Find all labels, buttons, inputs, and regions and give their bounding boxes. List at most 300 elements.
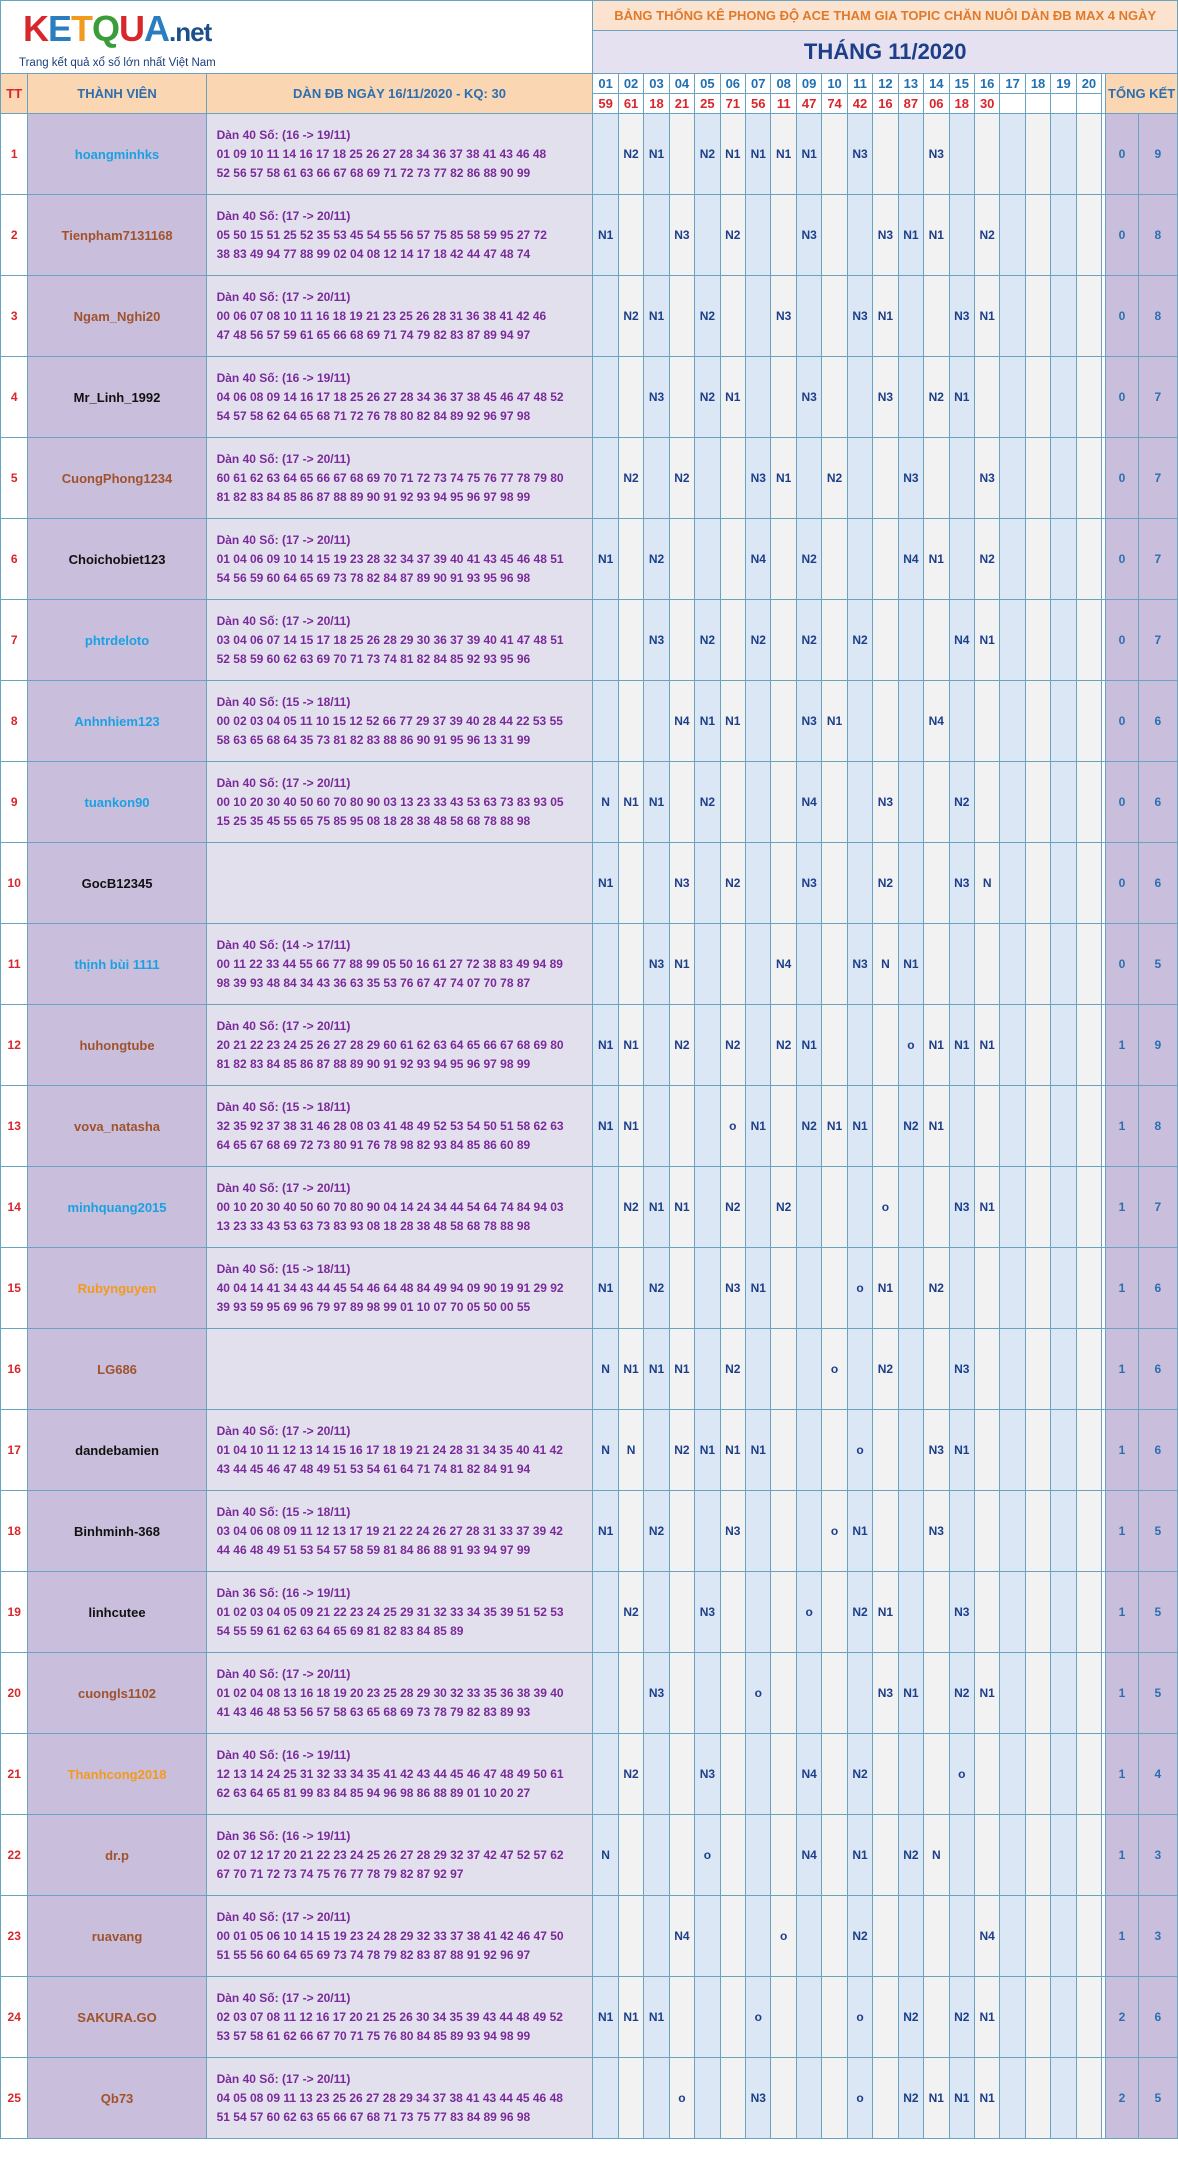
day-cell — [822, 1815, 847, 1896]
day-cell — [720, 1734, 745, 1815]
day-cell: N3 — [949, 276, 974, 357]
day-cell — [796, 276, 821, 357]
member-name[interactable]: dandebamien — [28, 1410, 206, 1491]
day-cell — [796, 1977, 821, 2058]
summary-total: 6 — [1138, 1410, 1177, 1491]
summary-hit: 1 — [1106, 1491, 1139, 1572]
member-name[interactable]: huhongtube — [28, 1005, 206, 1086]
dan-numbers — [206, 114, 593, 195]
day-result — [1000, 94, 1025, 114]
day-cell — [974, 1410, 999, 1491]
day-cell — [873, 2058, 898, 2139]
day-cell — [1051, 1653, 1076, 1734]
day-cell: N4 — [771, 924, 796, 1005]
day-header: 14 — [924, 74, 949, 94]
day-cell — [822, 276, 847, 357]
day-result: 18 — [949, 94, 974, 114]
day-cell: N2 — [974, 195, 999, 276]
member-name[interactable]: LG686 — [28, 1329, 206, 1410]
dan-line: 39 93 59 95 69 96 79 97 89 98 99 01 10 07 70 05 50 00 55 — [216, 1299, 531, 1314]
day-cell — [746, 276, 771, 357]
day-cell — [873, 1977, 898, 2058]
day-cell: N1 — [593, 1977, 618, 2058]
summary-hit: 1 — [1106, 1815, 1139, 1896]
day-cell — [1076, 276, 1101, 357]
day-cell — [822, 357, 847, 438]
day-header: 12 — [873, 74, 898, 94]
day-cell — [898, 681, 923, 762]
day-cell — [1025, 1977, 1050, 2058]
col-header-member: THÀNH VIÊN — [28, 74, 206, 114]
day-cell — [1076, 357, 1101, 438]
day-cell — [1076, 1329, 1101, 1410]
day-cell — [644, 843, 669, 924]
day-cell — [746, 1167, 771, 1248]
member-name[interactable]: cuongls1102 — [28, 1653, 206, 1734]
day-cell — [924, 600, 949, 681]
day-cell: N2 — [822, 438, 847, 519]
day-cell: N1 — [924, 519, 949, 600]
summary-total: 3 — [1138, 1896, 1177, 1977]
day-header: 20 — [1076, 74, 1101, 94]
dan-label: Dàn 40 Số: (17 -> 20/11) — [216, 775, 351, 790]
day-cell: o — [822, 1329, 847, 1410]
day-cell — [1000, 1896, 1025, 1977]
day-cell: N1 — [593, 195, 618, 276]
day-cell — [771, 2058, 796, 2139]
day-result: 21 — [669, 94, 694, 114]
member-name[interactable]: GocB12345 — [28, 843, 206, 924]
day-cell — [746, 1815, 771, 1896]
day-cell: N2 — [618, 276, 643, 357]
row-number: 11 — [1, 924, 28, 1005]
day-cell — [1000, 195, 1025, 276]
summary-total: 7 — [1138, 438, 1177, 519]
day-cell: N1 — [822, 681, 847, 762]
table-row — [1, 1734, 1178, 1815]
day-cell — [593, 438, 618, 519]
day-cell — [695, 1491, 720, 1572]
day-cell — [1025, 1653, 1050, 1734]
summary-hit: 0 — [1106, 519, 1139, 600]
day-cell: N2 — [720, 1005, 745, 1086]
dan-line: 00 11 22 33 44 55 66 77 88 99 05 50 16 61 27 72 38 83 49 94 89 — [216, 956, 563, 971]
day-cell — [771, 1977, 796, 2058]
member-name[interactable]: ruavang — [28, 1896, 206, 1977]
day-cell: N1 — [720, 1410, 745, 1491]
dan-line: 52 56 57 58 61 63 66 67 68 69 71 72 73 77 82 86 88 90 99 — [216, 165, 531, 180]
day-result: 42 — [847, 94, 872, 114]
summary-hit: 1 — [1106, 1653, 1139, 1734]
day-cell — [898, 1410, 923, 1491]
day-cell — [720, 762, 745, 843]
day-cell: N3 — [796, 357, 821, 438]
dan-line: 02 07 12 17 20 21 22 23 24 25 26 27 28 29 32 37 42 47 52 57 62 — [216, 1847, 564, 1862]
dan-numbers — [206, 1086, 593, 1167]
dan-label: Dàn 40 Số: (17 -> 20/11) — [216, 1909, 351, 1924]
day-cell — [822, 114, 847, 195]
day-cell: N3 — [720, 1491, 745, 1572]
day-cell — [618, 600, 643, 681]
member-name[interactable]: dr.p — [28, 1815, 206, 1896]
day-cell: N3 — [898, 438, 923, 519]
day-cell — [593, 924, 618, 1005]
day-cell — [593, 1167, 618, 1248]
day-cell — [746, 1572, 771, 1653]
dan-line: 43 44 45 46 47 48 49 51 53 54 61 64 71 74 81 82 84 91 94 — [216, 1461, 531, 1476]
dan-line: 01 04 06 09 10 14 15 19 23 28 32 34 37 39 40 41 43 45 46 48 51 — [216, 551, 564, 566]
day-cell — [949, 924, 974, 1005]
day-cell: N2 — [873, 843, 898, 924]
row-number: 23 — [1, 1896, 28, 1977]
member-name[interactable]: Ngam_Nghi20 — [28, 276, 206, 357]
table-row — [1, 1572, 1178, 1653]
day-header: 09 — [796, 74, 821, 94]
member-name[interactable]: minhquang2015 — [28, 1167, 206, 1248]
dan-line: 54 57 58 62 64 65 68 71 72 76 78 80 82 84 89 92 96 97 98 — [216, 408, 531, 423]
day-cell: N1 — [644, 1167, 669, 1248]
day-cell: N2 — [873, 1329, 898, 1410]
day-cell — [593, 114, 618, 195]
day-cell — [873, 681, 898, 762]
dan-line: 02 03 07 08 11 12 16 17 20 21 25 26 30 34 35 39 43 44 48 49 52 — [216, 2009, 563, 2024]
table-row — [1, 519, 1178, 600]
summary-total: 5 — [1138, 1572, 1177, 1653]
day-cell — [974, 114, 999, 195]
dan-label: Dàn 40 Số: (17 -> 20/11) — [216, 451, 351, 466]
day-cell: N3 — [949, 1572, 974, 1653]
day-cell: N3 — [746, 2058, 771, 2139]
day-cell — [1000, 1248, 1025, 1329]
dan-label: Dàn 40 Số: (17 -> 20/11) — [216, 1018, 351, 1033]
day-cell — [695, 2058, 720, 2139]
dan-label: Dàn 40 Số: (15 -> 18/11) — [216, 1099, 351, 1114]
day-cell: N2 — [796, 1086, 821, 1167]
summary-total: 6 — [1138, 762, 1177, 843]
day-cell: N1 — [644, 762, 669, 843]
row-number: 25 — [1, 2058, 28, 2139]
table-row — [1, 1005, 1178, 1086]
day-cell: N1 — [593, 843, 618, 924]
day-cell: N3 — [873, 1653, 898, 1734]
member-name[interactable]: Anhnhiem123 — [28, 681, 206, 762]
day-cell: N — [593, 1815, 618, 1896]
member-name[interactable]: hoangminhks — [28, 114, 206, 195]
day-cell — [898, 1167, 923, 1248]
day-cell: o — [822, 1491, 847, 1572]
day-cell — [1076, 2058, 1101, 2139]
day-cell: N3 — [644, 600, 669, 681]
day-cell — [873, 600, 898, 681]
day-cell — [695, 1896, 720, 1977]
day-cell — [949, 1896, 974, 1977]
day-cell — [1000, 357, 1025, 438]
summary-total: 5 — [1138, 924, 1177, 1005]
day-cell — [822, 1977, 847, 2058]
day-cell — [796, 924, 821, 1005]
day-cell — [1051, 519, 1076, 600]
day-cell: N1 — [847, 1086, 872, 1167]
dan-line: 40 04 14 41 34 43 44 45 54 46 64 48 84 49 94 09 90 19 91 29 92 — [216, 1280, 564, 1295]
day-cell — [822, 843, 847, 924]
day-cell — [796, 1329, 821, 1410]
day-cell — [1051, 1005, 1076, 1086]
dan-numbers — [206, 843, 593, 924]
member-name[interactable]: Binhminh-368 — [28, 1491, 206, 1572]
day-cell: o — [847, 1410, 872, 1491]
day-cell — [1076, 843, 1101, 924]
day-cell: N1 — [822, 1086, 847, 1167]
dan-line: 32 35 92 37 38 31 46 28 08 03 41 48 49 52 53 54 50 51 58 62 63 — [216, 1118, 564, 1133]
row-number: 18 — [1, 1491, 28, 1572]
day-cell — [720, 1896, 745, 1977]
day-cell — [974, 1572, 999, 1653]
day-header: 11 — [847, 74, 872, 94]
day-cell: N3 — [924, 1491, 949, 1572]
day-result: 47 — [796, 94, 821, 114]
day-cell — [1076, 438, 1101, 519]
day-cell: N4 — [949, 600, 974, 681]
day-cell — [898, 276, 923, 357]
member-name[interactable]: Qb73 — [28, 2058, 206, 2139]
day-cell — [1000, 519, 1025, 600]
day-cell — [771, 843, 796, 924]
day-cell — [669, 1572, 694, 1653]
day-cell — [974, 1815, 999, 1896]
day-cell: N1 — [593, 1491, 618, 1572]
day-cell: o — [669, 2058, 694, 2139]
day-cell: N2 — [949, 1653, 974, 1734]
member-name[interactable]: vova_natasha — [28, 1086, 206, 1167]
day-cell — [1025, 438, 1050, 519]
summary-total: 6 — [1138, 681, 1177, 762]
day-cell — [1025, 1167, 1050, 1248]
day-header: 01 — [593, 74, 618, 94]
day-cell — [822, 1653, 847, 1734]
member-name[interactable]: Choichobiet123 — [28, 519, 206, 600]
day-cell — [1000, 1815, 1025, 1896]
dan-line: 60 61 62 63 64 65 66 67 68 69 70 71 72 73 74 75 76 77 78 79 80 — [216, 470, 564, 485]
member-name[interactable]: Thanhcong2018 — [28, 1734, 206, 1815]
day-cell: N1 — [847, 1815, 872, 1896]
day-cell — [644, 1005, 669, 1086]
row-number: 7 — [1, 600, 28, 681]
day-cell — [1051, 195, 1076, 276]
dan-label: Dàn 36 Số: (16 -> 19/11) — [216, 1828, 351, 1843]
summary-total: 3 — [1138, 1815, 1177, 1896]
member-name[interactable]: Mr_Linh_1992 — [28, 357, 206, 438]
day-cell — [1025, 1248, 1050, 1329]
day-cell — [746, 843, 771, 924]
summary-total: 5 — [1138, 1491, 1177, 1572]
day-cell — [1076, 1167, 1101, 1248]
dan-label: Dàn 40 Số: (17 -> 20/11) — [216, 2071, 351, 2086]
day-cell: N3 — [924, 1410, 949, 1491]
row-number: 12 — [1, 1005, 28, 1086]
day-cell: N2 — [644, 519, 669, 600]
day-cell: N3 — [720, 1248, 745, 1329]
member-name[interactable]: Rubynguyen — [28, 1248, 206, 1329]
day-cell — [847, 438, 872, 519]
day-cell — [822, 1005, 847, 1086]
summary-total: 7 — [1138, 1167, 1177, 1248]
day-cell — [847, 762, 872, 843]
day-cell — [1051, 1329, 1076, 1410]
dan-line: 62 63 64 65 81 99 83 84 85 94 96 98 86 88 89 01 10 20 27 — [216, 1785, 531, 1800]
day-cell — [1025, 1491, 1050, 1572]
day-header: 13 — [898, 74, 923, 94]
day-cell: N2 — [618, 1572, 643, 1653]
day-cell — [822, 924, 847, 1005]
summary-total: 8 — [1138, 195, 1177, 276]
day-result: 30 — [974, 94, 999, 114]
day-cell: N3 — [644, 1653, 669, 1734]
day-cell — [669, 357, 694, 438]
dan-line: 51 54 57 60 62 63 65 66 67 68 71 73 75 77 83 84 89 96 98 — [216, 2109, 531, 2124]
col-header-dan: DÀN ĐB NGÀY 16/11/2020 - KQ: 30 — [206, 74, 593, 114]
day-cell — [746, 1005, 771, 1086]
day-cell — [1051, 1491, 1076, 1572]
day-cell: N1 — [720, 357, 745, 438]
day-cell — [746, 924, 771, 1005]
day-cell — [822, 1896, 847, 1977]
day-cell — [1051, 114, 1076, 195]
day-cell — [873, 1815, 898, 1896]
summary-hit: 0 — [1106, 924, 1139, 1005]
table-row — [1, 2058, 1178, 2139]
day-cell: N3 — [949, 843, 974, 924]
day-cell: N1 — [644, 114, 669, 195]
dan-numbers — [206, 924, 593, 1005]
day-cell: N1 — [974, 1653, 999, 1734]
day-cell — [669, 1977, 694, 2058]
day-cell: o — [847, 2058, 872, 2139]
row-number: 5 — [1, 438, 28, 519]
day-cell: N2 — [898, 1086, 923, 1167]
member-name[interactable]: CuongPhong1234 — [28, 438, 206, 519]
day-cell: N2 — [796, 600, 821, 681]
member-name[interactable]: linhcutee — [28, 1572, 206, 1653]
member-name[interactable]: phtrdeloto — [28, 600, 206, 681]
day-cell: N — [593, 1329, 618, 1410]
row-number: 21 — [1, 1734, 28, 1815]
member-name[interactable]: Tienpham7131168 — [28, 195, 206, 276]
dan-line: 38 83 49 94 77 88 99 02 04 08 12 14 17 18 42 44 47 48 74 — [216, 246, 531, 261]
day-cell — [593, 681, 618, 762]
day-cell — [1076, 1572, 1101, 1653]
day-cell — [771, 519, 796, 600]
day-cell — [1000, 438, 1025, 519]
day-cell — [1025, 600, 1050, 681]
day-cell — [644, 1896, 669, 1977]
day-cell: N3 — [847, 276, 872, 357]
summary-hit: 1 — [1106, 1005, 1139, 1086]
day-cell: N2 — [720, 195, 745, 276]
day-result — [1025, 94, 1050, 114]
day-cell — [644, 195, 669, 276]
dan-label: Dàn 40 Số: (15 -> 18/11) — [216, 1261, 351, 1276]
day-cell — [1051, 438, 1076, 519]
day-cell: N1 — [898, 924, 923, 1005]
summary-total: 8 — [1138, 1086, 1177, 1167]
day-cell — [974, 1491, 999, 1572]
day-cell: N3 — [771, 276, 796, 357]
day-cell: N3 — [873, 195, 898, 276]
day-cell — [1051, 1977, 1076, 2058]
day-cell — [593, 1734, 618, 1815]
summary-hit: 1 — [1106, 1572, 1139, 1653]
day-cell — [593, 357, 618, 438]
dan-line: 81 82 83 84 85 86 87 88 89 90 91 92 93 94 95 96 97 98 99 — [216, 489, 531, 504]
day-cell — [1000, 1977, 1025, 2058]
dan-label: Dàn 40 Số: (16 -> 19/11) — [216, 1747, 351, 1762]
day-cell — [949, 1815, 974, 1896]
day-cell — [720, 1977, 745, 2058]
dan-numbers — [206, 600, 593, 681]
day-cell — [1000, 276, 1025, 357]
summary-hit: 0 — [1106, 762, 1139, 843]
day-cell — [1076, 681, 1101, 762]
day-cell — [1076, 1248, 1101, 1329]
day-cell — [695, 843, 720, 924]
day-cell — [669, 1734, 694, 1815]
day-cell — [847, 1329, 872, 1410]
day-cell — [1000, 924, 1025, 1005]
day-cell — [847, 1005, 872, 1086]
dan-numbers — [206, 1977, 593, 2058]
summary-hit: 1 — [1106, 1248, 1139, 1329]
day-cell — [695, 1005, 720, 1086]
day-cell — [1051, 1734, 1076, 1815]
day-cell — [720, 600, 745, 681]
day-result: 87 — [898, 94, 923, 114]
dan-label: Dàn 40 Số: (17 -> 20/11) — [216, 1423, 351, 1438]
summary-hit: 1 — [1106, 1329, 1139, 1410]
day-cell — [1000, 1491, 1025, 1572]
day-cell — [771, 1329, 796, 1410]
day-cell — [618, 519, 643, 600]
dan-numbers — [206, 1572, 593, 1653]
day-cell — [669, 1248, 694, 1329]
table-row — [1, 114, 1178, 195]
day-cell — [796, 1248, 821, 1329]
table-row — [1, 276, 1178, 357]
day-cell — [873, 519, 898, 600]
table-row — [1, 1248, 1178, 1329]
dan-line: 01 02 04 08 13 16 18 19 20 23 25 28 29 30 32 33 35 36 38 39 40 — [216, 1685, 564, 1700]
day-result: 61 — [618, 94, 643, 114]
table-row — [1, 1167, 1178, 1248]
day-cell — [1000, 681, 1025, 762]
day-cell — [695, 1086, 720, 1167]
day-cell — [1051, 762, 1076, 843]
day-cell: N1 — [644, 1977, 669, 2058]
row-number: 15 — [1, 1248, 28, 1329]
day-cell — [1025, 1410, 1050, 1491]
table-row — [1, 195, 1178, 276]
day-cell: N2 — [746, 600, 771, 681]
day-cell — [1076, 1086, 1101, 1167]
member-name[interactable]: tuankon90 — [28, 762, 206, 843]
member-name[interactable]: thịnh bùi 1111 — [28, 924, 206, 1005]
day-cell: N1 — [974, 1977, 999, 2058]
member-name[interactable]: SAKURA.GO — [28, 1977, 206, 2058]
day-cell — [873, 114, 898, 195]
table-row — [1, 762, 1178, 843]
day-cell — [949, 1086, 974, 1167]
day-header: 16 — [974, 74, 999, 94]
day-cell — [720, 519, 745, 600]
